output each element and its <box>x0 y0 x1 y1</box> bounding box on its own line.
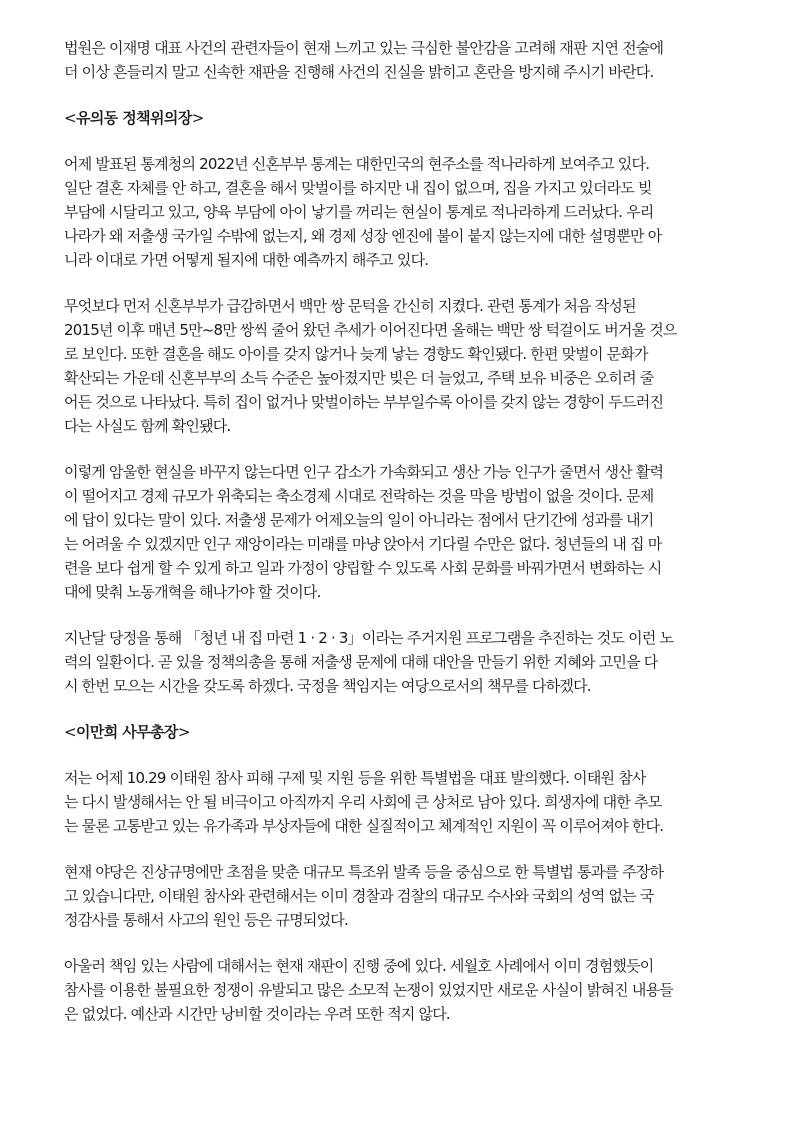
text-line: 나라가 왜 저출생 국가일 수밖에 없는지, 왜 경제 성장 엔진에 불이 붙지 않는지에 대한 설명뿐만 아 <box>64 227 662 245</box>
text-line: 일단 결혼 자체를 안 하고, 결혼을 해서 맞벌이를 하지만 내 집이 없으며, 집을 가지고 있더라도 빚 <box>64 179 652 197</box>
paragraph <box>64 766 732 838</box>
text-line: 이 떨어지고 경제 규모가 위축되는 축소경제 시대로 전락하는 것을 막을 방법이 없을 것이다. 문제 <box>64 487 654 505</box>
text-line: 이렇게 암울한 현실을 바꾸지 않는다면 인구 감소가 가속화되고 생산 가능 인구가 줄면서 생산 활력 <box>64 463 664 481</box>
heading-open-bracket: < <box>64 109 76 127</box>
text-line: 확산되는 가운데 신혼부부의 소득 수준은 높아졌지만 빚은 더 늘었고, 주택 보유 비중은 오히려 줄 <box>64 369 654 387</box>
text-line: 련을 보다 쉽게 할 수 있게 하고 일과 가정이 양립할 수 있도록 사회 문화를 바꿔가면서 변화하는 시 <box>64 559 662 577</box>
heading-open-bracket: < <box>64 723 76 741</box>
heading-close-bracket: > <box>191 109 204 127</box>
text-line: 현재 야당은 진상규명에만 초점을 맞춘 대규모 특조위 발족 등을 중심으로 한 특별법 통과를 주장하 <box>64 863 664 881</box>
paragraph <box>64 294 732 438</box>
text-line: 법원은 이재명 대표 사건의 관련자들이 현재 느끼고 있는 극심한 불안감을 고려해 재판 지연 전술에 <box>64 39 664 57</box>
text-line: 더 이상 흔들리지 말고 신속한 재판을 진행해 사건의 진실을 밝히고 혼란을 방지해 주시기 바란다. <box>64 63 654 81</box>
text-line: 은 없었다. 예산과 시간만 낭비할 것이라는 우려 또한 적지 않다. <box>64 1005 450 1023</box>
section-heading-policy-chief <box>64 106 732 130</box>
speaker-name: 이만희 사무총장 <box>75 723 178 741</box>
text-line: 어제 발표된 통계청의 2022년 신혼부부 통계는 대한민국의 현주소를 적나라하게 보여주고 있다. <box>64 155 650 173</box>
paragraph <box>64 860 732 932</box>
paragraph <box>64 626 732 698</box>
speaker-name: 유의동 정책위의장 <box>75 109 192 127</box>
paragraph <box>64 460 732 604</box>
text-line: 저는 어제 10.29 이태원 참사 피해 구제 및 지원 등을 위한 특별법을 대표 발의했다. 이태원 참사 <box>64 769 646 787</box>
text-line: 고 있습니다만, 이태원 참사와 관련해서는 이미 경찰과 검찰의 대규모 수사와 국회의 성역 없는 국 <box>64 887 654 905</box>
text-line: 대에 맞춰 노동개혁을 해나가야 할 것이다. <box>64 583 321 601</box>
text-line: 니라 이대로 가면 어떻게 될지에 대한 예측까지 해주고 있다. <box>64 251 429 269</box>
paragraph <box>64 152 732 272</box>
paragraph-intro <box>64 36 732 84</box>
text-line: 력의 일환이다. 곧 있을 정책의총을 통해 저출생 문제에 대해 대안을 만들기 위한 지혜와 고민을 다 <box>64 653 658 671</box>
paragraph <box>64 954 732 1026</box>
text-line: 아울러 책임 있는 사람에 대해서는 현재 재판이 진행 중에 있다. 세월호 사례에서 이미 경험했듯이 <box>64 957 654 975</box>
text-line: 2015년 이후 매년 5만~8만 쌍씩 줄어 왔던 추세가 이어진다면 올해는 백만 쌍 턱걸이도 버거울 것으 <box>64 321 677 339</box>
text-line: 에 답이 있다는 말이 있다. 저출생 문제가 어제오늘의 일이 아니라는 점에서 단기간에 성과를 내기 <box>64 511 654 529</box>
text-line: 다는 사실도 함께 확인됐다. <box>64 417 231 435</box>
text-line: 는 다시 발생해서는 안 될 비극이고 아직까지 우리 사회에 큰 상처로 남아 있다. 희생자에 대한 추모 <box>64 793 662 811</box>
document-body <box>64 36 732 1026</box>
text-line: 정감사를 통해서 사고의 원인 등은 규명되었다. <box>64 911 348 929</box>
text-line: 지난달 당정을 통해 「청년 내 집 마련 1 · 2 · 3」이라는 주거지원 프로그램을 추진하는 것도 이런 노 <box>64 629 674 647</box>
section-heading-secretary-general <box>64 720 732 744</box>
text-line: 무엇보다 먼저 신혼부부가 급감하면서 백만 쌍 문턱을 간신히 지켰다. 관련 통계가 처음 작성된 <box>64 297 636 315</box>
text-line: 는 어려울 수 있겠지만 인구 재앙이라는 미래를 마냥 앉아서 기다릴 수만은 없다. 청년들의 내 집 마 <box>64 535 662 553</box>
text-line: 부담에 시달리고 있고, 양육 부담에 아이 낳기를 꺼리는 현실이 통계로 적나라하게 드러났다. 우리 <box>64 203 654 221</box>
text-line: 어든 것으로 나타났다. 특히 집이 없거나 맞벌이하는 부부일수록 아이를 갖지 않는 경향이 두드러진 <box>64 393 664 411</box>
text-line: 는 물론 고통받고 있는 유가족과 부상자들에 대한 실질적이고 체계적인 지원이 꼭 이루어져야 한다. <box>64 817 664 835</box>
text-line: 참사를 이용한 불필요한 정쟁이 유발되고 많은 소모적 논쟁이 있었지만 새로운 사실이 밝혀진 내용들 <box>64 981 673 999</box>
heading-close-bracket: > <box>177 723 190 741</box>
text-line: 시 한번 모으는 시간을 갖도록 하겠다. 국정을 책임지는 여당으로서의 책무를 다하겠다. <box>64 677 591 695</box>
text-line: 로 보인다. 또한 결혼을 해도 아이를 갖지 않거나 늦게 낳는 경향도 확인됐다. 한편 맞벌이 문화가 <box>64 345 648 363</box>
